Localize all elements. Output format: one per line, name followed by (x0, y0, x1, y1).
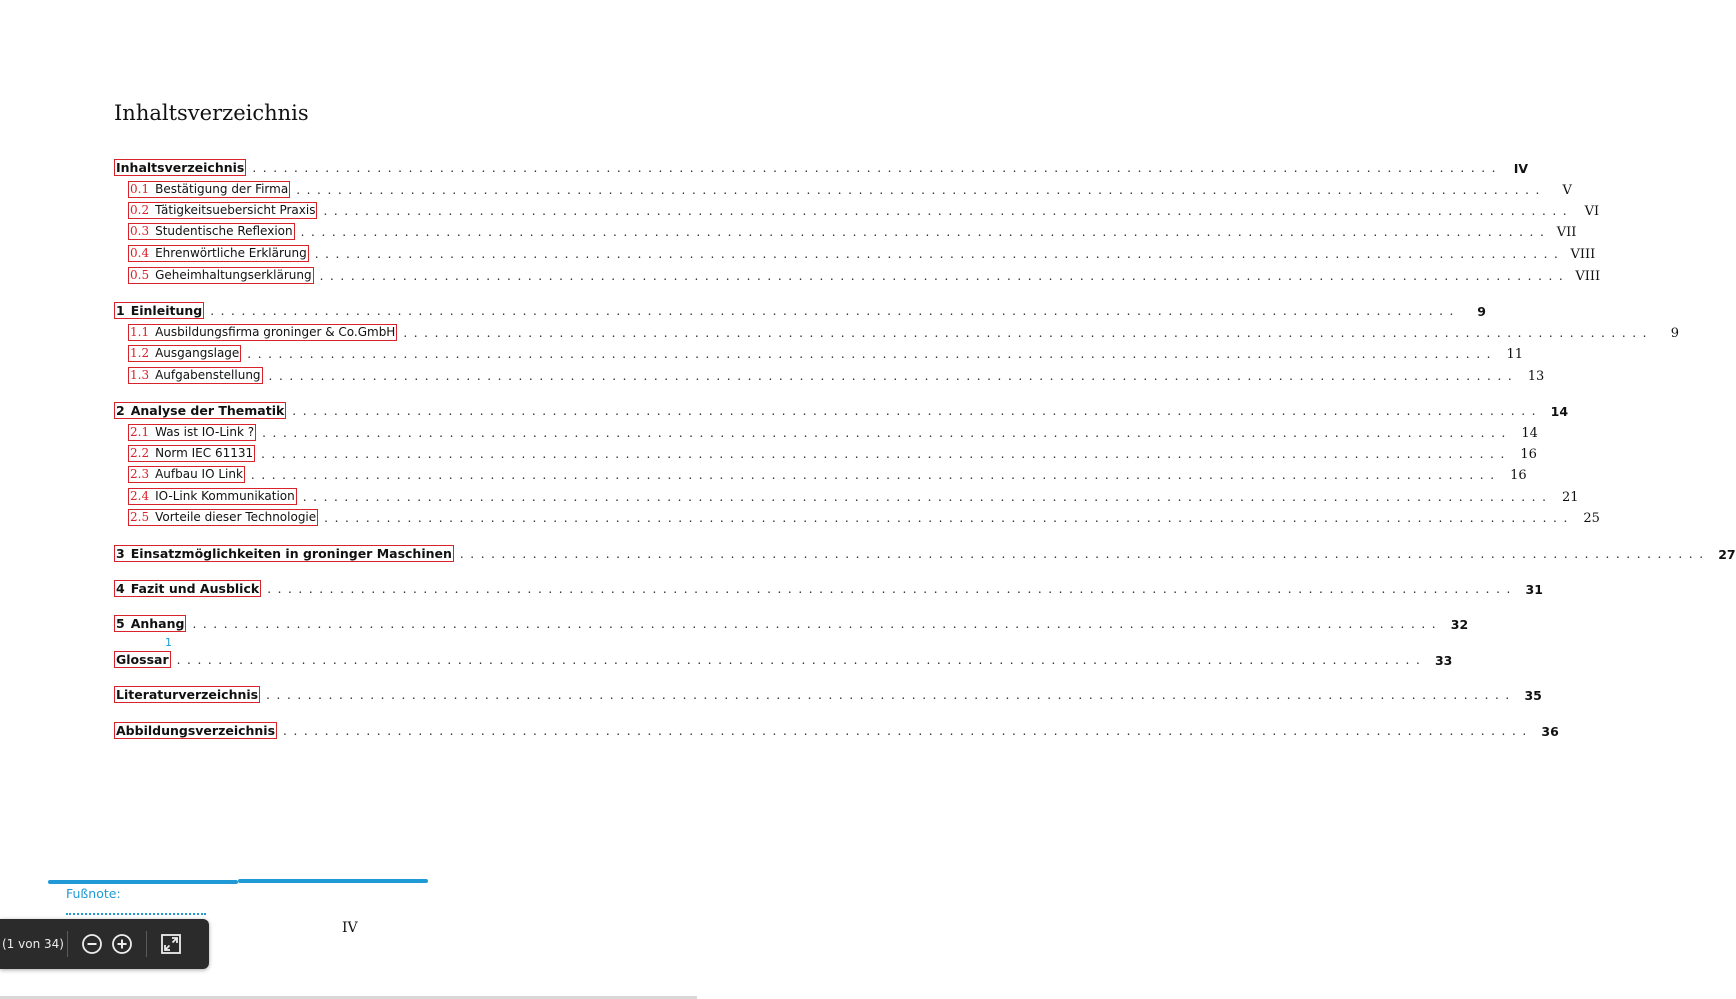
toc-row (114, 156, 1529, 176)
toc-dot-leader: ........................................................................................................................ (192, 617, 1443, 631)
toc-page-number[interactable]: 11 (1506, 347, 1524, 362)
toc-link[interactable] (114, 302, 204, 319)
toc-row (114, 719, 1559, 739)
toc-dot-leader: ........................................................................................................................ (314, 247, 1565, 261)
toc-section-title: IO-Link Kommunikation (155, 489, 295, 503)
toc-section-title: Vorteile dieser Technologie (155, 510, 317, 524)
toc-section-title: Anhang (130, 616, 185, 631)
toc-page-number[interactable]: 14 (1550, 404, 1569, 419)
toc-row (128, 342, 1524, 362)
toc-dot-leader: ........................................................................................................................ (403, 326, 1654, 340)
toc-section-title: Studentische Reflexion (155, 224, 293, 238)
toc-dot-leader: ........................................................................................................................ (250, 468, 1501, 482)
footnote-separator-bar (238, 879, 428, 883)
toc-row (128, 264, 1601, 284)
toc-page-number[interactable]: 21 (1561, 490, 1579, 505)
toc-section-title: Fazit und Ausblick (130, 581, 260, 596)
toc-row (128, 421, 1538, 441)
toc-section-title: Literaturverzeichnis (116, 687, 259, 702)
toc-link[interactable] (128, 488, 297, 505)
toc-section-title: Bestätigung der Firma (155, 182, 289, 196)
toc-row (114, 683, 1542, 703)
toc-row (128, 178, 1572, 198)
toc-page-number[interactable]: 9 (1670, 326, 1680, 341)
zoom-in-button[interactable] (110, 932, 134, 956)
toc-section-number: 2.3 (130, 467, 150, 481)
toc-link[interactable] (128, 267, 314, 284)
toc-link[interactable] (128, 223, 295, 240)
toc-dot-leader: ........................................................................................................................ (296, 183, 1546, 197)
toc-page-number[interactable]: 32 (1450, 617, 1469, 632)
toc-row (114, 399, 1569, 419)
toc-link[interactable] (128, 324, 397, 341)
toc-dot-leader: ........................................................................................................................ (176, 653, 1427, 667)
toc-dot-leader: ........................................................................................................................ (268, 369, 1519, 383)
toc-dot-leader: ........................................................................................................................ (247, 347, 1498, 361)
toc-link[interactable] (128, 509, 318, 526)
footnote-dotted-line (66, 913, 206, 915)
toc-row (114, 648, 1453, 668)
toc-page-number[interactable]: 16 (1520, 447, 1537, 462)
toc-section-number: 0.2 (130, 203, 150, 217)
toc-link[interactable] (114, 686, 260, 703)
toc-section-number: 1.3 (130, 368, 150, 382)
toc-link[interactable] (128, 367, 263, 384)
toc-dot-leader: ........................................................................................................................ (302, 490, 1553, 504)
toc-row (128, 442, 1537, 462)
toc-section-title: Glossar (116, 652, 169, 667)
toc-page-number[interactable]: VIII (1570, 247, 1596, 262)
toc-page-number[interactable]: 9 (1477, 304, 1486, 319)
toc-section-number: 1.1 (130, 325, 150, 339)
toc-page-number[interactable]: 36 (1541, 724, 1559, 739)
toc-section-number: 4 (116, 581, 125, 596)
minus-circle-icon (81, 933, 103, 955)
page-count-indicator: (1 von 34) (2, 937, 64, 951)
toc-link[interactable] (114, 651, 171, 668)
toc-section-title: Aufgabenstellung (155, 368, 261, 382)
toc-link[interactable] (114, 580, 261, 597)
toc-heading: Inhaltsverzeichnis (114, 101, 309, 125)
toc-dot-leader: ........................................................................................................................ (300, 225, 1551, 239)
toc-link[interactable] (128, 245, 309, 262)
toc-section-number: 1.2 (130, 346, 150, 360)
toc-section-title: Inhaltsverzeichnis (116, 160, 245, 175)
toc-section-number: 2.2 (130, 446, 150, 460)
toc-section-title: Einsatzmöglichkeiten in groninger Maschinen (130, 546, 452, 561)
toc-page-number[interactable]: 33 (1434, 653, 1453, 668)
toc-section-number: 0.1 (130, 182, 150, 196)
toc-page-number[interactable]: 35 (1524, 688, 1542, 703)
toc-section-title: Ehrenwörtliche Erklärung (155, 246, 307, 260)
toc-section-title: Geheimhaltungserklärung (155, 268, 312, 282)
toc-section-title: Ausgangslage (155, 346, 240, 360)
toc-section-title: Aufbau IO Link (155, 467, 243, 481)
toc-page-number[interactable]: 25 (1583, 511, 1600, 526)
toc-dot-leader: ........................................................................................................................ (324, 511, 1574, 525)
toc-section-number: 2 (116, 403, 125, 418)
toc-link[interactable] (128, 424, 256, 441)
toc-row (128, 506, 1600, 526)
toc-link[interactable] (114, 615, 186, 632)
toc-section-number: 3 (116, 546, 125, 561)
toc-page-number[interactable]: 27 (1718, 547, 1736, 562)
toc-row (114, 542, 1736, 562)
toc-dot-leader: ........................................................................................................................ (261, 447, 1511, 461)
toc-link[interactable] (114, 159, 246, 176)
toc-row (114, 577, 1543, 597)
toc-dot-leader: ........................................................................................................................ (266, 688, 1516, 702)
footnote-marker: 1 (165, 636, 172, 649)
toc-section-title: Einleitung (130, 303, 203, 318)
toc-section-title: Analyse der Thematik (130, 403, 285, 418)
toc-row (128, 485, 1579, 505)
toc-section-number: 2.4 (130, 489, 150, 503)
toc-page-number[interactable]: IV (1513, 161, 1529, 176)
toc-section-title: Ausbildungsfirma groninger & Co.GmbH (155, 325, 396, 339)
toc-page-number[interactable]: VII (1556, 225, 1577, 240)
toc-page-number[interactable]: 31 (1525, 582, 1543, 597)
toc-row (128, 463, 1527, 483)
toc-dot-leader: ........................................................................................................................ (292, 404, 1543, 418)
toc-dot-leader: ........................................................................................................................ (267, 582, 1517, 596)
zoom-out-button[interactable] (80, 932, 104, 956)
toc-link[interactable] (128, 181, 290, 198)
toc-dot-leader: ........................................................................................................................ (262, 426, 1512, 440)
pdf-viewer-toolbar (0, 919, 209, 969)
toc-section-title: Was ist IO-Link ? (155, 425, 255, 439)
toc-dot-leader: ........................................................................................................................ (323, 204, 1574, 218)
footnote-separator-bar (48, 880, 238, 884)
page-number: IV (342, 920, 358, 936)
toc-row (128, 364, 1545, 384)
toc-link[interactable] (128, 466, 245, 483)
toc-link[interactable] (128, 345, 241, 362)
footnote-label: Fußnote: (66, 886, 121, 901)
toc-dot-leader: ........................................................................................................................ (459, 547, 1710, 561)
toc-page-number[interactable]: 14 (1521, 426, 1538, 441)
plus-circle-icon (111, 933, 133, 955)
fit-page-button[interactable] (159, 932, 183, 956)
toc-section-title: Tätigkeitsuebersicht Praxis (155, 203, 316, 217)
toc-link[interactable] (114, 402, 286, 419)
toc-section-title: Norm IEC 61131 (155, 446, 254, 460)
fit-page-icon (160, 933, 182, 955)
toc-page-number[interactable]: VI (1584, 204, 1600, 219)
toc-link[interactable] (114, 545, 454, 562)
toc-section-number: 1 (116, 303, 125, 318)
toc-link[interactable] (114, 722, 277, 739)
toc-dot-leader: ........................................................................................................................ (283, 724, 1533, 738)
toc-row (114, 299, 1486, 319)
toc-page-number[interactable]: 16 (1510, 468, 1527, 483)
toolbar-divider (146, 931, 147, 957)
toc-section-number: 0.3 (130, 224, 150, 238)
toolbar-divider (67, 931, 68, 957)
toc-row (128, 199, 1600, 219)
toc-link[interactable] (128, 202, 317, 219)
toc-row (114, 612, 1469, 632)
toc-link[interactable] (128, 445, 255, 462)
toc-section-title: Abbildungsverzeichnis (116, 723, 276, 738)
toc-dot-leader: ........................................................................................................................ (252, 161, 1503, 175)
toc-row (128, 242, 1596, 262)
toc-page-number[interactable]: 13 (1527, 369, 1545, 384)
toc-row (128, 321, 1680, 341)
toc-dot-leader: ........................................................................................................................ (319, 269, 1570, 283)
toc-section-number: 0.4 (130, 246, 150, 260)
toc-row (128, 220, 1577, 240)
toc-dot-leader: ........................................................................................................................ (210, 304, 1460, 318)
toc-section-number: 2.5 (130, 510, 150, 524)
toc-page-number[interactable]: V (1562, 183, 1572, 198)
toc-section-number: 5 (116, 616, 125, 631)
toc-section-number: 2.1 (130, 425, 150, 439)
toc-section-number: 0.5 (130, 268, 150, 282)
toc-page-number[interactable]: VIII (1575, 269, 1601, 284)
